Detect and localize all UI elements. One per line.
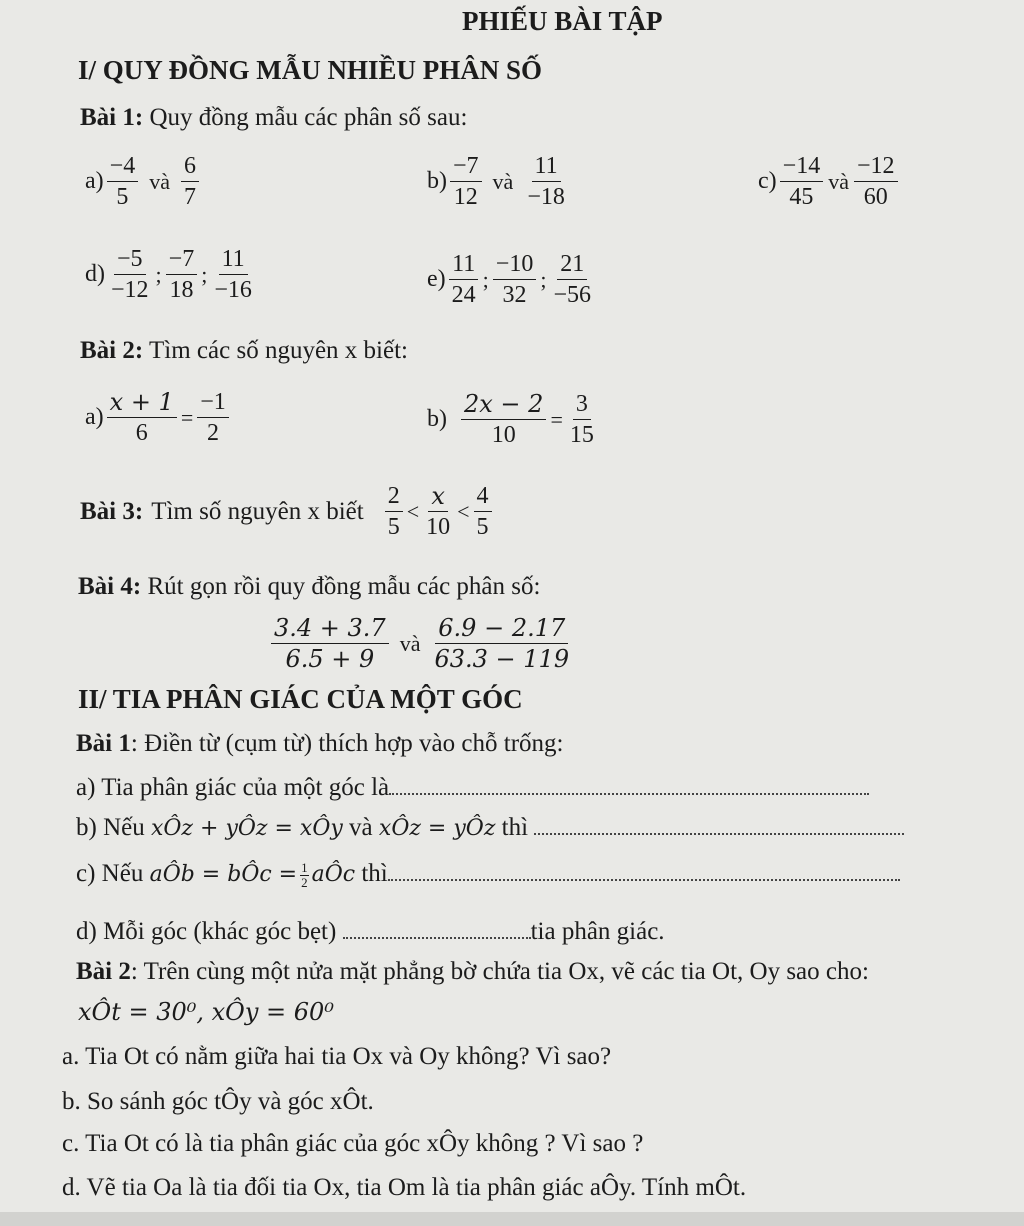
math-expression: aÔc: [311, 862, 356, 887]
s1-bai1-prompt: [80, 104, 467, 132]
section-1-heading: I/ QUY ĐỒNG MẪU NHIỀU PHÂN SỐ: [78, 55, 543, 85]
s1-bai2-prompt: [80, 337, 408, 365]
fraction: $\frac{3}{15}$: [569, 391, 594, 448]
s2-bai2-item-a: a. Tia Ot có nằm giữa hai tia Ox và Oy không? Vì sao?: [62, 1043, 612, 1070]
item-label: a): [85, 168, 104, 194]
fraction: $\frac{2}{5}$: [385, 482, 403, 541]
fraction: $\frac{x + 1}{6}$: [107, 388, 177, 447]
fraction: $\frac{-5}{-12}$: [111, 246, 149, 303]
fill-blank-line: [534, 829, 904, 835]
s2-bai2-label: Bài 2: [76, 958, 131, 985]
item-text: b) Nếu: [76, 814, 145, 841]
item-text: thì: [501, 814, 529, 841]
conjunction: và: [492, 168, 514, 194]
separator: ;: [540, 266, 547, 292]
s2-bai2-item-c: c. Tia Ot có là tia phân giác của góc xÔy không ? Vì sao ?: [62, 1130, 644, 1157]
fraction: $\frac{-1}{2}$: [197, 388, 229, 447]
item-label: d): [85, 261, 105, 287]
page-title: PHIẾU BÀI TẬP: [462, 6, 663, 36]
fraction: $\frac{2x - 2}{10}$: [461, 390, 546, 449]
s1-bai1-item-c: [758, 152, 901, 211]
less-than-sign: <: [457, 498, 470, 524]
s2-bai2-prompt: [76, 958, 869, 986]
s1-bai4-prompt: [78, 573, 540, 601]
s1-bai1-label: Bài 1:: [80, 104, 144, 131]
fraction: $\frac{x}{10}$: [426, 482, 451, 540]
s2-bai2-item-d: d. Vẽ tia Oa là tia đối tia Ox, tia Om là tia phân giác aÔy. Tính mÔt.: [62, 1174, 747, 1201]
item-text: a) Tia phân giác của một góc là: [76, 774, 390, 801]
s2-bai1-item-b: [76, 814, 904, 842]
fill-blank-line: [388, 875, 900, 881]
s1-bai1-item-a: [85, 152, 202, 211]
item-text: tia phân giác.: [530, 918, 665, 945]
s1-bai4-text: Rút gọn rồi quy đồng mẫu các phân số:: [147, 573, 541, 600]
s2-bai1-item-d: [76, 918, 665, 946]
fraction: $\frac{3.4 + 3.7}{6.5 + 9}$: [271, 614, 389, 673]
s1-bai1-item-b: [427, 152, 571, 211]
s1-bai1-item-d: [85, 245, 258, 304]
separator: ;: [201, 261, 208, 287]
fraction: $\frac{-10}{32}$: [493, 250, 537, 309]
fraction: $\frac{4}{5}$: [474, 482, 492, 541]
item-label: e): [427, 266, 446, 292]
fraction: $\frac{-12}{60}$: [854, 152, 898, 211]
math-expression: xÔz + yÔz = xÔy: [150, 816, 343, 841]
fraction: $\frac{11}{24}$: [449, 250, 479, 309]
s1-bai4-label: Bài 4:: [78, 573, 142, 600]
item-label: b): [427, 406, 447, 432]
fraction: $\frac{-7}{18}$: [166, 245, 198, 304]
conjunction: và: [399, 630, 421, 656]
screen-bottom-edge: [0, 1212, 1024, 1226]
item-text: và: [349, 814, 373, 841]
fraction: $\frac{11}{-18}$: [527, 153, 565, 210]
equals-sign: =: [180, 404, 194, 430]
conjunction: và: [828, 168, 849, 194]
s2-bai1-item-c: [76, 860, 900, 890]
fraction: $\frac{6}{7}$: [181, 152, 199, 211]
item-label: b): [427, 168, 447, 194]
s2-bai2-item-b: b. So sánh góc tÔy và góc xÔt.: [62, 1088, 374, 1115]
math-expression: aÔb = bÔc =: [149, 862, 298, 887]
fraction: $\frac{11}{-16}$: [214, 246, 252, 303]
fraction: $\frac{21}{-56}$: [553, 251, 591, 308]
fill-blank-line: [343, 933, 531, 939]
fraction: $\frac{6.9 - 2.17}{63.3 - 119}$: [434, 614, 570, 673]
s1-bai2-text: Tìm các số nguyên x biết:: [149, 337, 408, 364]
s2-bai1-text: : Điền từ (cụm từ) thích hợp vào chỗ trống:: [130, 730, 564, 757]
item-text: d) Mỗi góc (khác góc bẹt): [76, 918, 337, 945]
s1-bai1-text: Quy đồng mẫu các phân số sau:: [149, 104, 468, 131]
s1-bai2-item-a: [85, 388, 232, 447]
less-than-sign: <: [406, 498, 420, 524]
fraction: $\frac{-14}{45}$: [780, 152, 824, 211]
s1-bai3-label: Bài 3:: [80, 497, 144, 525]
fraction: $\frac{-4}{5}$: [107, 152, 139, 211]
s2-bai1-prompt: [76, 730, 563, 758]
s1-bai3: [80, 482, 495, 541]
fill-blank-line: [389, 789, 869, 795]
s1-bai2-item-b: [427, 390, 600, 449]
s2-bai1-label: Bài 1: [76, 730, 131, 757]
section-2-heading: II/ TIA PHÂN GIÁC CỦA MỘT GÓC: [78, 684, 523, 714]
s1-bai2-label: Bài 2:: [80, 337, 144, 364]
item-text: thì: [361, 860, 388, 887]
separator: ;: [155, 261, 162, 287]
item-text: c) Nếu: [76, 860, 144, 887]
s2-bai2-given: xÔt = 30⁰, xÔy = 60⁰: [78, 998, 334, 1026]
s1-bai1-item-e: [427, 250, 597, 309]
item-label: c): [758, 168, 777, 194]
equals-sign: =: [550, 406, 563, 432]
fraction-half: $\frac{1}{2}$: [301, 859, 308, 890]
fraction: $\frac{-7}{12}$: [450, 152, 482, 211]
s2-bai1-item-a: [76, 774, 869, 802]
conjunction: và: [149, 168, 170, 194]
s1-bai4-expression: [268, 614, 575, 673]
s2-bai2-text: : Trên cùng một nửa mặt phẳng bờ chứa tia Ox, vẽ các tia Ot, Oy sao cho:: [130, 958, 869, 985]
separator: ;: [482, 266, 489, 292]
s1-bai3-text: Tìm số nguyên x biết: [151, 497, 364, 525]
math-expression: xÔz = yÔz: [378, 816, 496, 841]
item-label: a): [85, 404, 104, 430]
